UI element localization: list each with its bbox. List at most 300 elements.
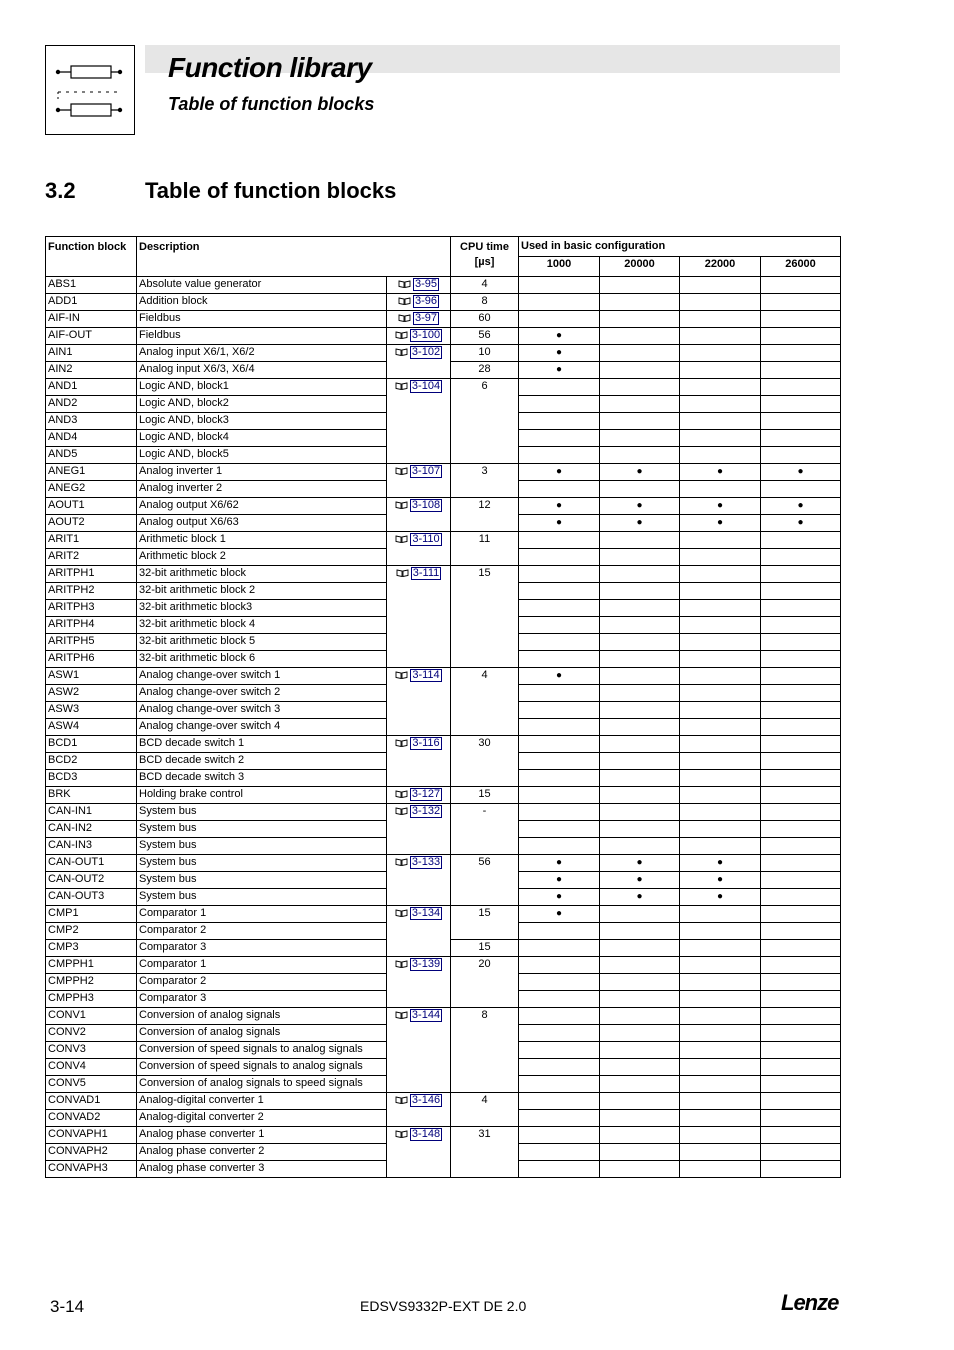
function-block-description: 32-bit arithmetic block 4 xyxy=(137,617,387,634)
function-block-name: CMP3 xyxy=(46,940,137,957)
function-block-name: CONVAD1 xyxy=(46,1093,137,1110)
used-bullet-icon: ● xyxy=(716,500,724,511)
config-usage-cell xyxy=(680,821,761,838)
used-bullet-icon: ● xyxy=(555,466,563,477)
cpu-time-value: 8 xyxy=(451,1008,519,1093)
function-block-name: CAN-OUT1 xyxy=(46,855,137,872)
config-usage-cell xyxy=(761,481,841,498)
book-icon xyxy=(398,312,413,324)
config-usage-cell xyxy=(761,736,841,753)
config-usage-cell xyxy=(680,1042,761,1059)
header-config-22000: 22000 xyxy=(680,257,761,277)
config-usage-cell xyxy=(761,1144,841,1161)
function-block-name: ADD1 xyxy=(46,294,137,311)
page-reference-cell xyxy=(387,855,451,906)
config-usage-cell xyxy=(519,991,600,1008)
config-usage-cell xyxy=(600,753,680,770)
used-bullet-icon: ● xyxy=(716,874,724,885)
cpu-time-value: 15 xyxy=(451,566,519,668)
config-usage-cell xyxy=(680,447,761,464)
config-usage-cell xyxy=(600,1008,680,1025)
function-block-name: AOUT1 xyxy=(46,498,137,515)
function-block-rows xyxy=(46,277,841,1178)
page-reference-cell xyxy=(387,277,451,294)
config-usage-cell xyxy=(680,345,761,362)
page-reference-cell xyxy=(387,668,451,736)
cpu-time-value: 12 xyxy=(451,498,519,532)
function-block-description: System bus xyxy=(137,872,387,889)
config-usage-cell xyxy=(680,277,761,294)
config-usage-cell xyxy=(680,940,761,957)
page-title: Function library xyxy=(168,52,372,83)
cpu-time-value: 20 xyxy=(451,957,519,1008)
function-block-name: CMPPH1 xyxy=(46,957,137,974)
config-usage-cell xyxy=(761,464,841,481)
page-reference-link[interactable]: 3-111 xyxy=(412,567,440,579)
config-usage-cell xyxy=(761,379,841,396)
page-reference-link[interactable]: 3-134 xyxy=(411,907,441,919)
function-block-name: AIN1 xyxy=(46,345,137,362)
function-block-diagram-icon xyxy=(46,46,134,134)
function-block-description: Analog input X6/1, X6/2 xyxy=(137,345,387,362)
config-usage-cell xyxy=(600,872,680,889)
page-reference-link[interactable]: 3-108 xyxy=(411,499,441,511)
config-usage-cell xyxy=(680,413,761,430)
book-icon xyxy=(395,805,410,817)
config-usage-cell xyxy=(519,1144,600,1161)
function-block-description: Analog change-over switch 2 xyxy=(137,685,387,702)
function-block-description: System bus xyxy=(137,889,387,906)
header-config-26000: 26000 xyxy=(761,257,841,277)
config-usage-cell xyxy=(761,940,841,957)
config-usage-cell xyxy=(600,515,680,532)
used-bullet-icon: ● xyxy=(555,500,563,511)
config-usage-cell xyxy=(680,889,761,906)
cpu-time-value: 11 xyxy=(451,532,519,566)
config-usage-cell xyxy=(761,991,841,1008)
function-block-description: 32-bit arithmetic block3 xyxy=(137,600,387,617)
cpu-time-value: 60 xyxy=(451,311,519,328)
config-usage-cell xyxy=(519,328,600,345)
used-bullet-icon: ● xyxy=(555,347,563,358)
page-reference-link[interactable]: 3-127 xyxy=(411,788,441,800)
page-reference-link[interactable]: 3-102 xyxy=(411,346,441,358)
cpu-time-value: 56 xyxy=(451,328,519,345)
config-usage-cell xyxy=(680,1025,761,1042)
page-reference-link[interactable]: 3-97 xyxy=(414,312,438,324)
function-block-description: Logic AND, block2 xyxy=(137,396,387,413)
config-usage-cell xyxy=(680,1161,761,1178)
page-reference-link[interactable]: 3-96 xyxy=(414,295,438,307)
function-block-description: Logic AND, block5 xyxy=(137,447,387,464)
function-block-description: 32-bit arithmetic block 6 xyxy=(137,651,387,668)
page-reference-cell xyxy=(387,566,451,668)
function-block-description: Analog change-over switch 4 xyxy=(137,719,387,736)
function-block-name: ASW4 xyxy=(46,719,137,736)
function-block-description: Conversion of analog signals to speed signals xyxy=(137,1076,387,1093)
config-usage-cell xyxy=(600,906,680,923)
function-block-name: ARIT2 xyxy=(46,549,137,566)
page-reference-link[interactable]: 3-104 xyxy=(411,380,441,392)
page-reference-link[interactable]: 3-116 xyxy=(412,737,440,749)
config-usage-cell xyxy=(519,804,600,821)
book-icon xyxy=(395,346,410,358)
page-subtitle: Table of function blocks xyxy=(168,94,375,114)
cpu-time-value: 10 xyxy=(451,345,519,362)
config-usage-cell xyxy=(761,804,841,821)
config-usage-cell xyxy=(761,311,841,328)
config-usage-cell xyxy=(519,719,600,736)
config-usage-cell xyxy=(680,311,761,328)
config-usage-cell xyxy=(519,906,600,923)
function-block-description: 32-bit arithmetic block 2 xyxy=(137,583,387,600)
config-usage-cell xyxy=(600,787,680,804)
config-usage-cell xyxy=(519,362,600,379)
page-reference-cell xyxy=(387,294,451,311)
function-block-description: Analog output X6/62 xyxy=(137,498,387,515)
function-block-description: System bus xyxy=(137,838,387,855)
book-icon xyxy=(395,1128,410,1140)
config-usage-cell xyxy=(519,617,600,634)
config-usage-cell xyxy=(519,974,600,991)
used-bullet-icon: ● xyxy=(797,517,804,528)
function-block-description: BCD decade switch 2 xyxy=(137,753,387,770)
function-block-description: System bus xyxy=(137,821,387,838)
config-usage-cell xyxy=(761,1093,841,1110)
used-bullet-icon: ● xyxy=(555,857,563,868)
used-bullet-icon: ● xyxy=(555,874,563,885)
config-usage-cell xyxy=(680,396,761,413)
cpu-time-value: 30 xyxy=(451,736,519,787)
used-bullet-icon: ● xyxy=(555,517,563,528)
book-icon xyxy=(395,958,410,970)
config-usage-cell xyxy=(680,1144,761,1161)
page-reference-link[interactable]: 3-100 xyxy=(411,329,441,341)
function-block-description: Comparator 1 xyxy=(137,957,387,974)
function-block-name: ARITPH2 xyxy=(46,583,137,600)
table-row xyxy=(46,464,841,481)
page-reference-link[interactable]: 3-139 xyxy=(411,958,441,970)
page-reference-cell xyxy=(387,379,451,464)
function-block-name: CONV2 xyxy=(46,1025,137,1042)
config-usage-cell xyxy=(600,634,680,651)
config-usage-cell xyxy=(761,719,841,736)
config-usage-cell xyxy=(761,277,841,294)
config-usage-cell xyxy=(519,787,600,804)
function-block-description: Comparator 2 xyxy=(137,923,387,940)
config-usage-cell xyxy=(600,923,680,940)
config-usage-cell xyxy=(519,1042,600,1059)
page-reference-cell xyxy=(387,1008,451,1093)
page-reference-cell xyxy=(387,736,451,787)
table-row xyxy=(46,668,841,685)
config-usage-cell xyxy=(519,855,600,872)
function-block-description: Analog phase converter 1 xyxy=(137,1127,387,1144)
config-usage-cell xyxy=(680,906,761,923)
page-reference-cell xyxy=(387,532,451,566)
function-block-name: CONV3 xyxy=(46,1042,137,1059)
function-block-name: AND3 xyxy=(46,413,137,430)
used-bullet-icon: ● xyxy=(555,908,563,919)
config-usage-cell xyxy=(519,889,600,906)
page-reference-link[interactable]: 3-107 xyxy=(411,465,441,477)
config-usage-cell xyxy=(519,1127,600,1144)
config-usage-cell xyxy=(680,668,761,685)
table-row xyxy=(46,277,841,294)
config-usage-cell xyxy=(761,753,841,770)
section-number: 3.2 xyxy=(45,178,76,203)
function-block-name: ARITPH5 xyxy=(46,634,137,651)
config-usage-cell xyxy=(680,430,761,447)
book-icon xyxy=(395,669,410,681)
page-reference-link[interactable]: 3-110 xyxy=(412,533,440,545)
book-icon xyxy=(395,533,410,545)
config-usage-cell xyxy=(761,362,841,379)
config-usage-cell xyxy=(600,1059,680,1076)
page-reference-link[interactable]: 3-114 xyxy=(412,669,440,681)
function-block-name: AND5 xyxy=(46,447,137,464)
config-usage-cell xyxy=(761,634,841,651)
function-block-description: Logic AND, block4 xyxy=(137,430,387,447)
config-usage-cell xyxy=(519,600,600,617)
config-usage-cell xyxy=(600,804,680,821)
cpu-time-value: 56 xyxy=(451,855,519,906)
book-icon xyxy=(395,329,410,341)
function-block-description: 32-bit arithmetic block 5 xyxy=(137,634,387,651)
config-usage-cell xyxy=(761,345,841,362)
config-usage-cell xyxy=(761,685,841,702)
config-usage-cell xyxy=(680,838,761,855)
config-usage-cell xyxy=(519,277,600,294)
function-block-name: CONV1 xyxy=(46,1008,137,1025)
config-usage-cell xyxy=(680,719,761,736)
page-reference-link[interactable]: 3-133 xyxy=(411,856,441,868)
config-usage-cell xyxy=(761,413,841,430)
function-block-description: Addition block xyxy=(137,294,387,311)
function-block-name: BCD3 xyxy=(46,770,137,787)
function-block-name: BRK xyxy=(46,787,137,804)
config-usage-cell xyxy=(761,838,841,855)
function-block-name: CONV4 xyxy=(46,1059,137,1076)
page-reference-cell xyxy=(387,787,451,804)
function-block-name: CMP1 xyxy=(46,906,137,923)
config-usage-cell xyxy=(680,872,761,889)
config-usage-cell xyxy=(680,566,761,583)
config-usage-cell xyxy=(600,668,680,685)
config-usage-cell xyxy=(680,634,761,651)
config-usage-cell xyxy=(519,940,600,957)
used-bullet-icon: ● xyxy=(636,857,643,868)
function-block-name: ARITPH6 xyxy=(46,651,137,668)
config-usage-cell xyxy=(680,362,761,379)
config-usage-cell xyxy=(600,719,680,736)
config-usage-cell xyxy=(519,821,600,838)
config-usage-cell xyxy=(600,396,680,413)
header-used-in-config: Used in basic configuration xyxy=(519,237,841,257)
function-block-name: CAN-IN1 xyxy=(46,804,137,821)
book-icon xyxy=(395,856,410,868)
header-cpu-unit: [µs] xyxy=(474,256,495,268)
config-usage-cell xyxy=(761,957,841,974)
config-usage-cell xyxy=(680,804,761,821)
config-usage-cell xyxy=(519,481,600,498)
page-reference-link[interactable]: 3-146 xyxy=(411,1094,441,1106)
function-block-name: ARITPH1 xyxy=(46,566,137,583)
config-usage-cell xyxy=(519,447,600,464)
function-block-description: System bus xyxy=(137,855,387,872)
function-block-description: BCD decade switch 1 xyxy=(137,736,387,753)
config-usage-cell xyxy=(761,532,841,549)
config-usage-cell xyxy=(680,753,761,770)
config-usage-cell xyxy=(680,515,761,532)
page-reference-cell xyxy=(387,311,451,328)
config-usage-cell xyxy=(519,413,600,430)
book-icon xyxy=(395,907,410,919)
config-usage-cell xyxy=(680,379,761,396)
config-usage-cell xyxy=(519,957,600,974)
config-usage-cell xyxy=(680,923,761,940)
book-icon xyxy=(395,499,410,511)
cpu-time-value: 15 xyxy=(451,787,519,804)
used-bullet-icon: ● xyxy=(716,857,724,868)
config-usage-cell xyxy=(600,498,680,515)
book-icon xyxy=(398,295,413,307)
config-usage-cell xyxy=(600,651,680,668)
table-row xyxy=(46,957,841,974)
config-usage-cell xyxy=(680,498,761,515)
function-block-description: Logic AND, block1 xyxy=(137,379,387,396)
config-usage-cell xyxy=(761,1076,841,1093)
function-block-table xyxy=(45,236,841,1178)
config-usage-cell xyxy=(600,1144,680,1161)
config-usage-cell xyxy=(600,379,680,396)
function-block-description: BCD decade switch 3 xyxy=(137,770,387,787)
config-usage-cell xyxy=(600,549,680,566)
config-usage-cell xyxy=(600,736,680,753)
config-usage-cell xyxy=(600,974,680,991)
table-row xyxy=(46,787,841,804)
function-block-name: ASW1 xyxy=(46,668,137,685)
function-block-description: System bus xyxy=(137,804,387,821)
config-usage-cell xyxy=(519,1093,600,1110)
config-usage-cell xyxy=(761,328,841,345)
config-usage-cell xyxy=(680,549,761,566)
config-usage-cell xyxy=(761,294,841,311)
table-row xyxy=(46,345,841,362)
used-bullet-icon: ● xyxy=(636,891,643,902)
config-usage-cell xyxy=(680,991,761,1008)
config-usage-cell xyxy=(761,1110,841,1127)
function-block-description: Arithmetic block 1 xyxy=(137,532,387,549)
config-usage-cell xyxy=(600,1161,680,1178)
config-usage-cell xyxy=(519,651,600,668)
page-reference-cell xyxy=(387,1093,451,1127)
cpu-time-value: 4 xyxy=(451,277,519,294)
config-usage-cell xyxy=(761,1161,841,1178)
config-usage-cell xyxy=(761,923,841,940)
function-block-name: AIN2 xyxy=(46,362,137,379)
config-usage-cell xyxy=(519,736,600,753)
function-block-name: ANEG1 xyxy=(46,464,137,481)
config-usage-cell xyxy=(761,787,841,804)
function-block-name: CONV5 xyxy=(46,1076,137,1093)
table-row xyxy=(46,804,841,821)
table-row xyxy=(46,1127,841,1144)
config-usage-cell xyxy=(519,702,600,719)
book-icon xyxy=(395,1094,410,1106)
config-usage-cell xyxy=(519,515,600,532)
config-usage-cell xyxy=(761,1127,841,1144)
config-usage-cell xyxy=(761,821,841,838)
function-block-description: Holding brake control xyxy=(137,787,387,804)
header-config-20000: 20000 xyxy=(600,257,680,277)
config-usage-cell xyxy=(600,1076,680,1093)
config-usage-cell xyxy=(519,566,600,583)
page-reference-link[interactable]: 3-95 xyxy=(414,278,438,290)
function-block-description: Conversion of speed signals to analog signals xyxy=(137,1042,387,1059)
function-block-name: AND2 xyxy=(46,396,137,413)
header-cpu-label: CPU time xyxy=(460,241,509,253)
function-block-description: Comparator 1 xyxy=(137,906,387,923)
config-usage-cell xyxy=(519,770,600,787)
function-block-name: ARITPH3 xyxy=(46,600,137,617)
function-block-description: 32-bit arithmetic block xyxy=(137,566,387,583)
page-reference-link[interactable]: 3-144 xyxy=(411,1009,441,1021)
page-reference-link[interactable]: 3-148 xyxy=(411,1128,441,1140)
config-usage-cell xyxy=(600,1025,680,1042)
function-block-name: ASW3 xyxy=(46,702,137,719)
used-bullet-icon: ● xyxy=(555,670,563,681)
book-icon xyxy=(395,737,410,749)
function-block-description: Analog-digital converter 1 xyxy=(137,1093,387,1110)
config-usage-cell xyxy=(600,294,680,311)
function-block-description: Fieldbus xyxy=(137,311,387,328)
config-usage-cell xyxy=(519,430,600,447)
config-usage-cell xyxy=(680,974,761,991)
page-reference-link[interactable]: 3-132 xyxy=(411,805,441,817)
function-block-description: Analog output X6/63 xyxy=(137,515,387,532)
config-usage-cell xyxy=(519,294,600,311)
function-block-name: CONVAD2 xyxy=(46,1110,137,1127)
cpu-time-value: 6 xyxy=(451,379,519,464)
config-usage-cell xyxy=(761,906,841,923)
config-usage-cell xyxy=(519,668,600,685)
config-usage-cell xyxy=(680,328,761,345)
config-usage-cell xyxy=(680,1076,761,1093)
table-row xyxy=(46,736,841,753)
header-function-block: Function block xyxy=(46,237,137,277)
page-reference-cell xyxy=(387,1127,451,1178)
config-usage-cell xyxy=(600,838,680,855)
config-usage-cell xyxy=(519,532,600,549)
config-usage-cell xyxy=(600,464,680,481)
config-usage-cell xyxy=(600,770,680,787)
config-usage-cell xyxy=(519,923,600,940)
config-usage-cell xyxy=(680,770,761,787)
function-block-name: CAN-OUT3 xyxy=(46,889,137,906)
book-icon xyxy=(396,567,411,579)
config-usage-cell xyxy=(680,855,761,872)
config-usage-cell xyxy=(761,1059,841,1076)
config-usage-cell xyxy=(761,1008,841,1025)
config-usage-cell xyxy=(600,600,680,617)
page-reference-cell xyxy=(387,464,451,498)
config-usage-cell xyxy=(600,583,680,600)
used-bullet-icon: ● xyxy=(636,517,643,528)
config-usage-cell xyxy=(761,872,841,889)
cpu-time-value: 3 xyxy=(451,464,519,498)
config-usage-cell xyxy=(761,549,841,566)
